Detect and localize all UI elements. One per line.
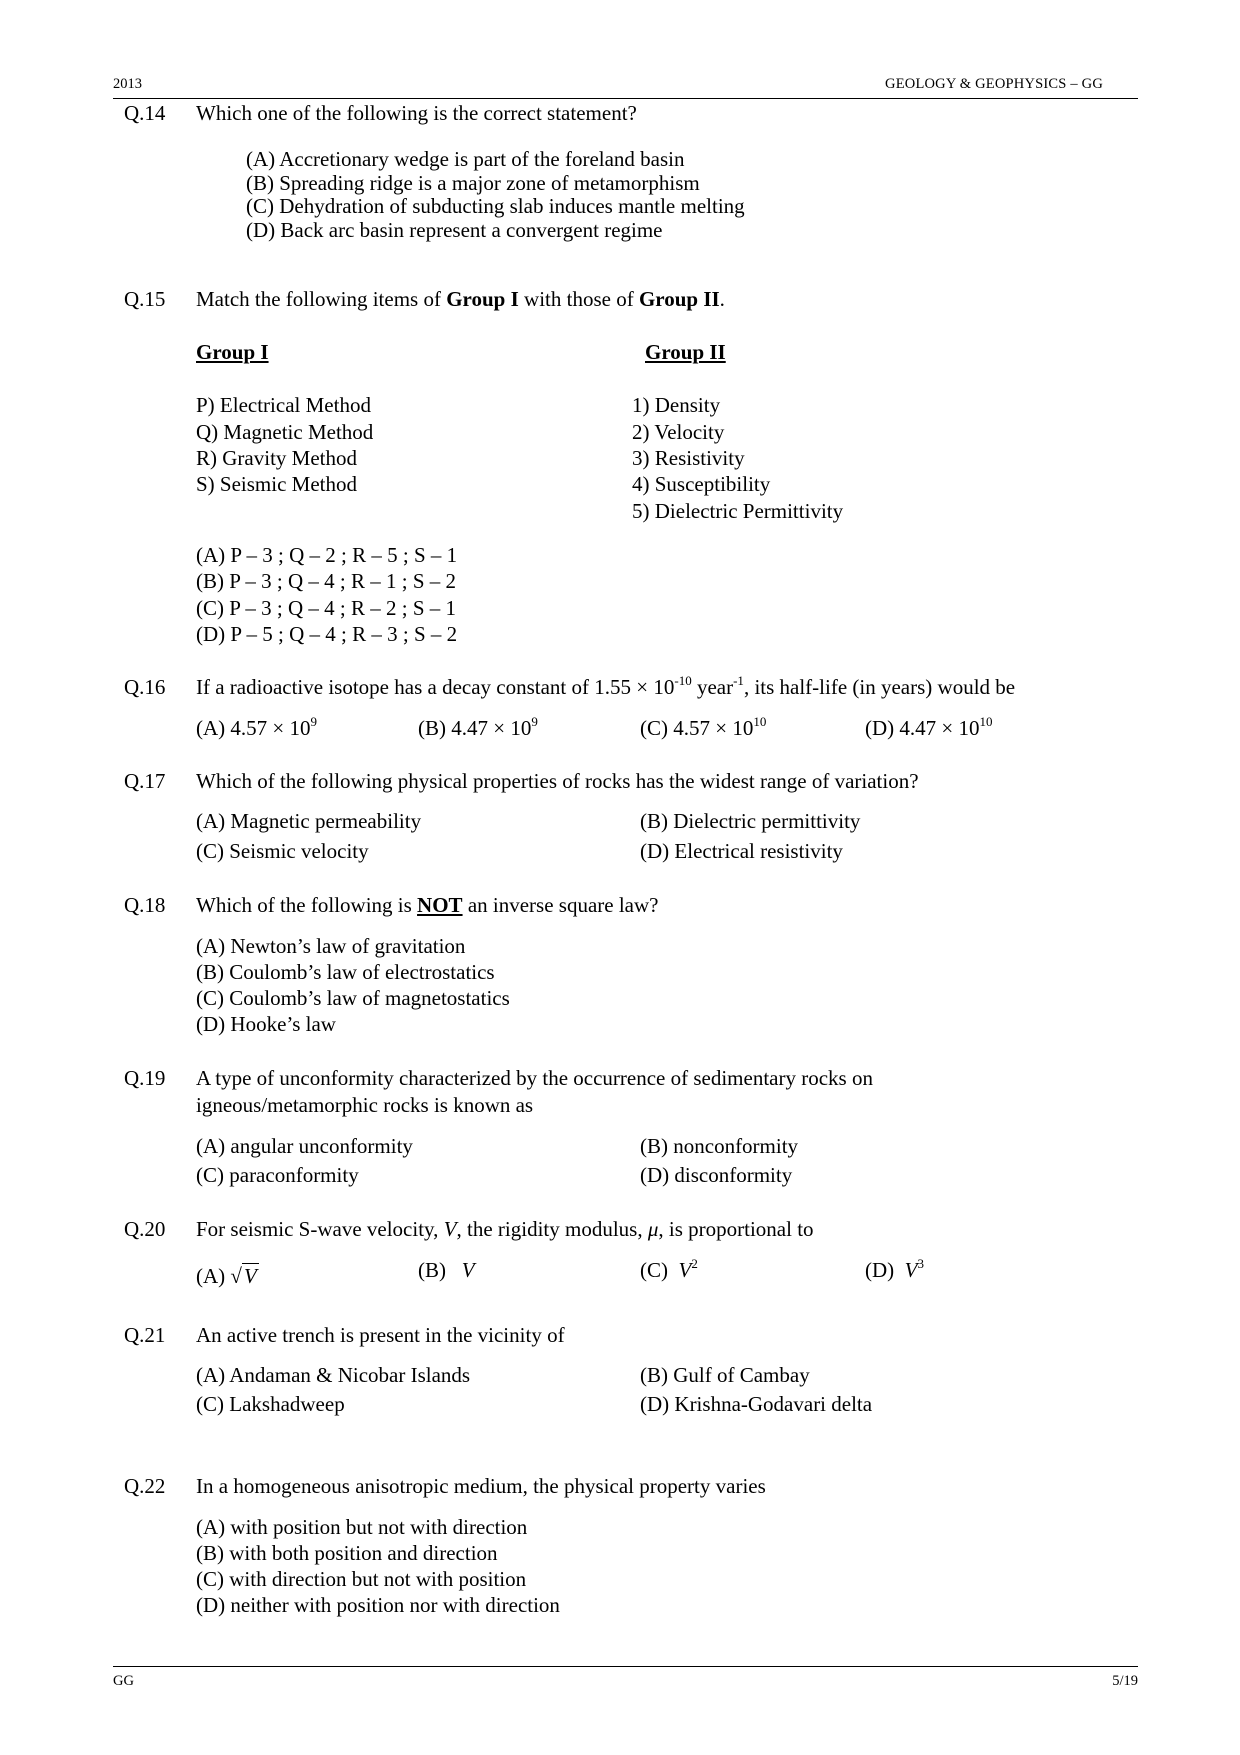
q22-option-c: (C) with direction but not with position [196,1567,527,1591]
q18-option-a: (A) Newton’s law of gravitation [196,934,466,958]
q20-number: Q.20 [124,1217,166,1241]
q15-stem: Match the following items of Group I with those of Group II. [196,287,725,311]
q19-stem-line2: igneous/metamorphic rocks is known as [196,1093,534,1117]
q15-option-b: (B) P – 3 ; Q – 4 ; R – 1 ; S – 2 [196,569,456,593]
q17-option-d: (D) Electrical resistivity [640,839,843,863]
q22-stem: In a homogeneous anisotropic medium, the physical property varies [196,1474,766,1498]
q18-option-b: (B) Coulomb’s law of electrostatics [196,960,495,984]
group2-item: 1) Density [632,393,721,417]
q21-option-b: (B) Gulf of Cambay [640,1363,810,1387]
q21-option-a: (A) Andaman & Nicobar Islands [196,1363,471,1387]
q15-option-a: (A) P – 3 ; Q – 2 ; R – 5 ; S – 1 [196,543,458,567]
group1-item: R) Gravity Method [196,446,357,470]
group2-item: 2) Velocity [632,420,725,444]
group1-item: S) Seismic Method [196,472,357,496]
q16-option-b: (B) $4.47 \times 10^9$ [418,714,538,740]
q19-option-b: (B) nonconformity [640,1134,799,1158]
footer-page-number: 5/19 [1112,1673,1138,1689]
q19-option-a: (A) angular unconformity [196,1134,413,1158]
group2-item: 4) Susceptibility [632,472,771,496]
header-subject: GEOLOGY & GEOPHYSICS – GG [885,76,1103,92]
group2-item: 3) Resistivity [632,446,745,470]
q19-option-c: (C) paraconformity [196,1163,359,1187]
page-footer [113,1666,1138,1689]
q16-option-a: (A) $4.57 \times 10^9$ [196,714,317,740]
group1-item: P) Electrical Method [196,393,371,417]
q16-stem: If a radioactive isotope has a decay constant of $1.55 \times 10^{-10}$ year$^{-1}$, its half-life (in years) would be [196,673,1016,699]
q20-option-d: (D) $V^3$ [865,1256,924,1282]
q21-option-d: (D) Krishna-Godavari delta [640,1392,873,1416]
q22-option-d: (D) neither with position nor with direction [196,1593,560,1617]
q19-option-d: (D) disconformity [640,1163,793,1187]
q18-stem: Which of the following is NOT an inverse square law? [196,893,659,917]
q21-number: Q.21 [124,1323,166,1347]
group2-title: Group II [645,340,726,364]
q17-option-a: (A) Magnetic permeability [196,809,422,833]
sqrt-symbol: √V [230,1264,257,1288]
group1-title: Group I [196,340,269,364]
q19-stem-line1: A type of unconformity characterized by the occurrence of sedimentary rocks on [196,1066,873,1090]
header-year: 2013 [113,76,142,92]
q14-option-c: (C) Dehydration of subducting slab induces mantle melting [246,194,745,218]
q17-option-b: (B) Dielectric permittivity [640,809,861,833]
q22-option-b: (B) with both position and direction [196,1541,498,1565]
q17-option-c: (C) Seismic velocity [196,839,369,863]
page-header [113,74,1138,99]
q22-option-a: (A) with position but not with direction [196,1515,528,1539]
q16-number: Q.16 [124,675,166,699]
q15-option-d: (D) P – 5 ; Q – 4 ; R – 3 ; S – 2 [196,622,458,646]
q15-number: Q.15 [124,287,166,311]
q17-stem: Which of the following physical properties of rocks has the widest range of variation? [196,769,919,793]
q16-option-d: (D) $4.47 \times 10^{10}$ [865,714,993,740]
q18-number: Q.18 [124,893,166,917]
q18-option-c: (C) Coulomb’s law of magnetostatics [196,986,510,1010]
q20-option-a: (A) √V [196,1264,257,1288]
q20-stem: For seismic S-wave velocity, V, the rigidity modulus, μ, is proportional to [196,1217,814,1241]
q19-number: Q.19 [124,1066,166,1090]
q18-option-d: (D) Hooke’s law [196,1012,336,1036]
q15-option-c: (C) P – 3 ; Q – 4 ; R – 2 ; S – 1 [196,596,456,620]
footer-code: GG [113,1673,134,1689]
q14-number: Q.14 [124,101,166,125]
q20-option-b: (B) V [418,1258,475,1282]
q22-number: Q.22 [124,1474,166,1498]
q16-option-c: (C) $4.57 \times 10^{10}$ [640,714,767,740]
q14-option-d: (D) Back arc basin represent a convergent regime [246,218,663,242]
q21-stem: An active trench is present in the vicinity of [196,1323,565,1347]
group1-item: Q) Magnetic Method [196,420,374,444]
q21-option-c: (C) Lakshadweep [196,1392,345,1416]
group2-item: 5) Dielectric Permittivity [632,499,844,523]
q20-option-c: (C) $V^2$ [640,1256,698,1282]
q14-option-a: (A) Accretionary wedge is part of the foreland basin [246,147,685,171]
q17-number: Q.17 [124,769,166,793]
q14-option-b: (B) Spreading ridge is a major zone of metamorphism [246,171,700,195]
q14-stem: Which one of the following is the correct statement? [196,101,637,125]
